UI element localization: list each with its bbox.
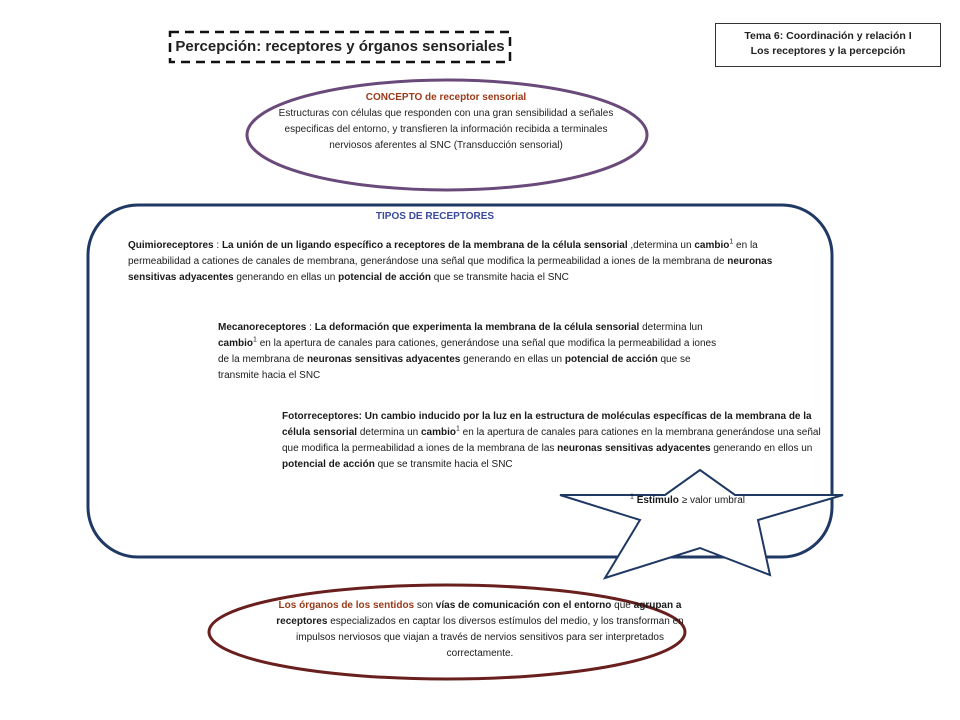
foto-text-4: que se transmite hacia el SNC <box>374 459 513 470</box>
mecanoreceptores-paragraph <box>218 320 718 384</box>
mecano-text-3: generando en ellas un <box>460 354 565 365</box>
foto-text-2: en la apertura de canales para cationes en la membrana generándose una señal que modifica la permeabilidad a iones de la membrana de las <box>282 427 821 454</box>
foto-lead: Un cambio inducido por la luz en la estructura de moléculas específicas de la membrana de la célula sensorial <box>282 411 812 438</box>
quimio-neuronas: neuronas sensitivas adyacentes <box>128 256 773 283</box>
foto-sup: 1 <box>456 425 460 433</box>
foto-potencial: potencial de acción <box>282 459 375 470</box>
topic-line-1: Tema 6: Coordinación y relación I <box>744 30 912 42</box>
mecano-sep: : <box>306 322 315 333</box>
quimio-sep: : <box>213 240 222 251</box>
quimio-cambio: cambio <box>694 240 730 251</box>
foto-cambio: cambio <box>420 427 456 438</box>
fotorreceptores-paragraph <box>282 409 832 473</box>
quimio-text-3: generando en ellas un <box>233 272 339 283</box>
concept-title: CONCEPTO de receptor sensorial <box>365 92 527 103</box>
quimio-text-1: ,determina un <box>627 240 695 251</box>
concept-body: Estructuras con células que responden con una gran sensibilidad a señales especificas del entorno, y transfieren la información recibida a terminales nerviosos aferentes al SNC (Transducción sensorial) <box>278 108 614 151</box>
mecano-neuronas: neuronas sensitivas adyacentes <box>306 354 461 365</box>
organos-agrupan: agrupan a receptores <box>276 600 682 627</box>
organos-text-2: que <box>611 600 634 611</box>
mecano-potencial: potencial de acción <box>564 354 658 365</box>
topic-box <box>715 23 941 67</box>
foto-text-1: determina un <box>357 427 421 438</box>
star-label <box>630 495 770 506</box>
foto-text-3: generando en ellos un <box>710 443 813 454</box>
mecano-sup: 1 <box>253 336 257 344</box>
quimio-lead: La unión de un ligando específico a receptores de la membrana de la célula sensorial <box>221 240 628 251</box>
star-shape <box>560 470 843 578</box>
quimio-sup: 1 <box>729 238 734 246</box>
tipos-title: TIPOS DE RECEPTORES <box>375 211 495 222</box>
quimio-potencial: potencial de acción <box>338 272 431 283</box>
quimio-text-4: que se transmite hacia el SNC <box>430 272 569 283</box>
mecano-lead: La deformación que experimenta la membrana de la célula sensorial <box>314 322 640 333</box>
star-sup: 1 <box>630 493 634 501</box>
foto-label: Fotorreceptores: <box>282 411 363 422</box>
mecano-label: Mecanoreceptores <box>218 322 307 333</box>
star-rest: ≥ valor umbral <box>678 495 745 506</box>
concept-block <box>262 90 630 154</box>
mecano-text-1: determina lun <box>639 322 703 333</box>
organos-vias: vías de comunicación con el entorno <box>435 600 612 611</box>
quimioreceptores-paragraph <box>128 238 800 286</box>
mecano-text-4: que se transmite hacia el SNC <box>218 354 691 381</box>
quimio-label: Quimioreceptores <box>128 240 214 251</box>
organos-block <box>270 598 690 662</box>
organos-text-1: son <box>414 600 436 611</box>
topic-line-2: Los receptores y la percepción <box>750 45 906 57</box>
page-title: Percepción: receptores y órganos sensoriales <box>175 38 505 55</box>
mecano-text-2: en la apertura de canales para cationes, generándose una señal que modifica la permeabilidad a iones de la membrana de <box>218 338 717 365</box>
quimio-text-2: en la permeabilidad a cationes de canales de membrana, generándose una señal que modifica la permeabilidad a iones de la membrana de <box>128 240 758 267</box>
organos-text-3: especializados en captar los diversos estímulos del medio, y los transforman en impulsos nerviosos que viajan a través de nervios sensitivos para ser interpretados correctamente. <box>296 616 684 659</box>
mecano-cambio: cambio <box>218 338 254 349</box>
foto-neuronas: neuronas sensitivas adyacentes <box>557 443 711 454</box>
organos-lead: Los órganos de los sentidos <box>278 600 415 611</box>
star-estimulo: Estímulo <box>636 495 679 506</box>
